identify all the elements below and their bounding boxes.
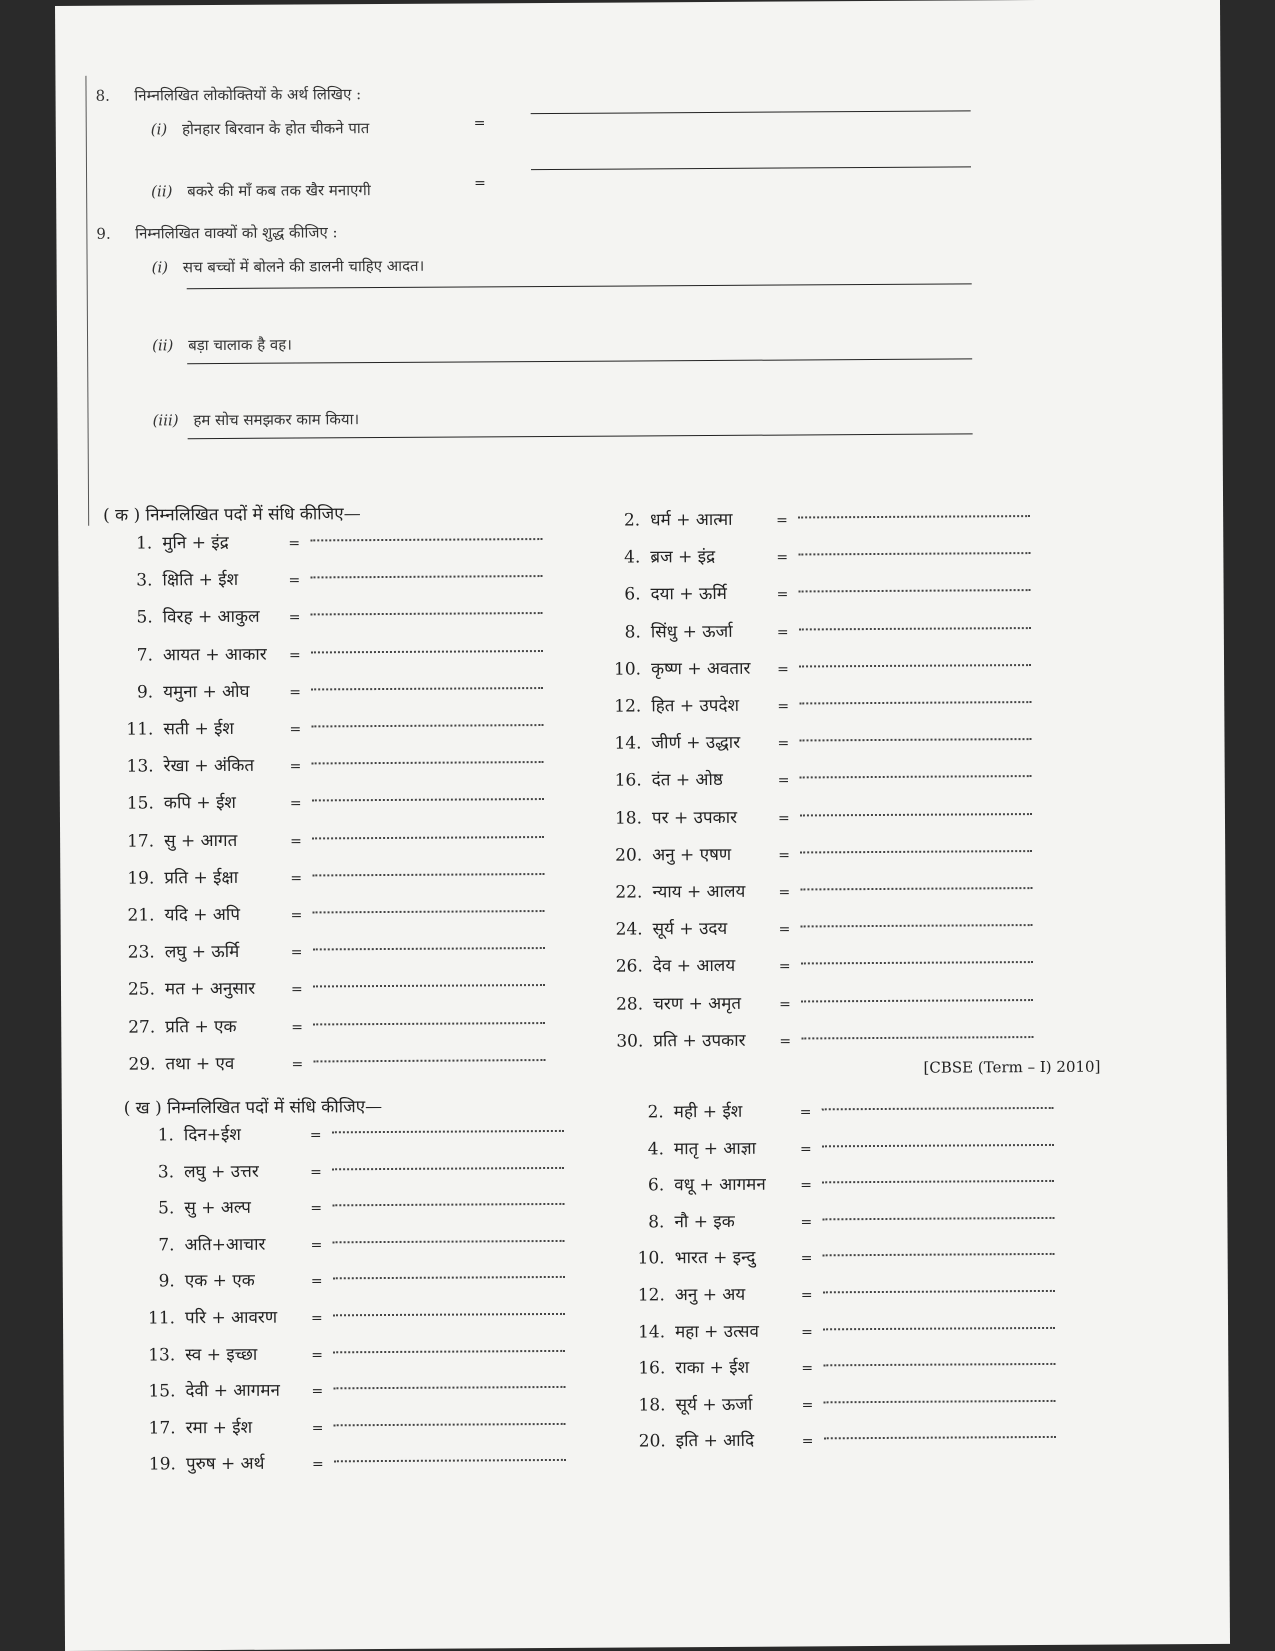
answer-dotted-line[interactable] (312, 797, 544, 801)
answer-dotted-line[interactable] (313, 909, 545, 913)
item-number: 17. (126, 831, 155, 852)
sandhi-terms: लघु + ऊर्मि (164, 942, 240, 963)
equals-sign: = (777, 772, 790, 789)
answer-dotted-line[interactable] (313, 983, 545, 987)
sandhi-terms: स्व + इच्छा (185, 1344, 258, 1365)
answer-dotted-line[interactable] (801, 998, 1033, 1002)
equals-sign: = (778, 958, 791, 975)
equals-sign: = (777, 810, 790, 827)
equals-sign: = (776, 624, 789, 641)
equals-sign: = (288, 609, 301, 626)
section-ka-heading: ( क ) निम्नलिखित पदों में संधि कीजिए— (103, 504, 361, 526)
sandhi-row (607, 654, 1031, 680)
equals-sign: = (288, 647, 301, 664)
sandhi-terms: क्षिति + ईश (162, 570, 239, 591)
equals-sign: = (311, 1346, 324, 1364)
equals-sign: = (778, 847, 790, 864)
equals-sign: = (776, 512, 788, 529)
answer-dotted-line[interactable] (311, 611, 543, 615)
sandhi-row (630, 1207, 1054, 1233)
sandhi-terms: धर्म + आत्मा (650, 509, 733, 531)
equals-sign: = (290, 981, 303, 998)
sandhi-row (140, 1193, 564, 1219)
item-number: 4. (647, 1138, 665, 1159)
item-number: 16. (614, 770, 642, 791)
sandhi-terms: प्रति + ईक्षा (164, 867, 239, 889)
sandhi-terms: सती + ईश (163, 718, 235, 740)
equals-sign: = (311, 1456, 324, 1473)
sandhi-terms: ब्रज + इंद्र (650, 547, 716, 568)
equals-sign: = (309, 1127, 322, 1144)
section-kha-heading: ( ख ) निम्नलिखित पदों में संधि कीजिए— (123, 1097, 383, 1119)
item-number: 19. (127, 868, 155, 889)
equals-sign: = (310, 1273, 323, 1290)
sandhi-terms: भारत + इन्दु (674, 1248, 756, 1269)
sandhi-terms: अति+आचार (184, 1234, 266, 1256)
sandhi-terms: देव + आलय (652, 956, 736, 977)
answer-dotted-line[interactable] (824, 1435, 1056, 1439)
answer-dotted-line[interactable] (801, 923, 1033, 927)
answer-dotted-line[interactable] (333, 1385, 565, 1389)
sandhi-row (119, 677, 543, 703)
sandhi-row (609, 1026, 1033, 1052)
sandhi-row (121, 1012, 545, 1038)
item-number: 3. (136, 570, 153, 591)
item-number: 28. (616, 994, 644, 1015)
sandhi-terms: आयत + आकार (162, 644, 267, 665)
sandhi-terms: रेखा + अंकित (163, 755, 255, 777)
item-number: 8. (648, 1212, 665, 1233)
q9-item-3 (152, 409, 359, 430)
equals-sign: = (776, 586, 789, 603)
sandhi-row (119, 640, 543, 666)
equals-sign: = (310, 1237, 323, 1254)
sandhi-terms: सूर्य + उदय (652, 919, 728, 940)
sandhi-terms: देवी + आगमन (185, 1380, 281, 1402)
sandhi-row (609, 951, 1033, 977)
source-citation: [CBSE (Term – I) 2010] (923, 1057, 1101, 1077)
answer-dotted-line[interactable] (822, 1106, 1054, 1110)
item-number: 6. (624, 584, 641, 605)
equals-sign: = (778, 884, 791, 901)
equals-sign: = (474, 175, 486, 192)
sandhi-terms: रमा + ईश (185, 1417, 253, 1439)
equals-sign: = (777, 661, 789, 678)
question-number: 9. (96, 224, 111, 243)
sandhi-terms: मुनि + इंद्र (162, 532, 229, 554)
sentence-text: हम सोच समझकर काम किया। (193, 410, 360, 430)
equals-sign: = (310, 1310, 323, 1327)
sandhi-row (142, 1413, 566, 1439)
answer-line[interactable] (188, 433, 973, 439)
equals-sign: = (800, 1250, 813, 1267)
item-number: 11. (147, 1308, 176, 1329)
equals-sign: = (801, 1397, 814, 1414)
sandhi-row (141, 1266, 565, 1292)
item-number: 12. (637, 1285, 665, 1306)
sandhi-row (140, 1230, 564, 1256)
equals-sign: = (799, 1140, 812, 1158)
sandhi-terms: न्याय + आलय (652, 881, 746, 903)
equals-sign: = (310, 1163, 322, 1181)
item-number: 15. (126, 793, 154, 814)
equals-sign: = (310, 1200, 323, 1217)
sandhi-terms: लघु + उत्तर (184, 1161, 259, 1182)
equals-sign: = (800, 1177, 813, 1194)
equals-sign: = (290, 870, 303, 887)
sentence-text: सच बच्चों में बोलने की डालनी चाहिए आदत। (182, 256, 425, 277)
sandhi-row (609, 914, 1033, 940)
answer-dotted-line[interactable] (799, 700, 1031, 704)
sandhi-row (119, 602, 543, 628)
sandhi-terms: मातृ + आज्ञा (673, 1138, 757, 1159)
item-number: 14. (638, 1321, 666, 1343)
answer-dotted-line[interactable] (822, 1143, 1054, 1147)
sandhi-terms: सु + आगत (164, 830, 238, 851)
sandhi-terms: जीर्ण + उद्धार (651, 733, 741, 754)
item-number: 18. (614, 808, 643, 829)
sandhi-terms: विरह + आकुल (162, 607, 260, 628)
sentence-text: बड़ा चालाक है वह। (188, 335, 292, 355)
item-number: 17. (148, 1418, 176, 1439)
answer-dotted-line[interactable] (313, 1021, 545, 1025)
answer-dotted-line[interactable] (801, 960, 1033, 964)
answer-dotted-line[interactable] (311, 686, 543, 690)
sandhi-row (609, 989, 1033, 1015)
sandhi-row (606, 505, 1030, 531)
equals-sign: = (288, 572, 301, 589)
answer-line[interactable] (531, 110, 971, 114)
item-number: 10. (613, 659, 642, 680)
equals-sign: = (289, 721, 302, 738)
answer-dotted-line[interactable] (822, 1179, 1054, 1183)
sandhi-terms: दया + ऊर्मि (650, 584, 727, 605)
answer-dotted-line[interactable] (800, 849, 1032, 853)
sandhi-terms: परि + आवरण (184, 1307, 278, 1329)
sandhi-row (608, 803, 1032, 829)
answer-dotted-line[interactable] (823, 1362, 1055, 1366)
sandhi-terms: मत + अनुसार (164, 979, 256, 1000)
sandhi-row (121, 937, 545, 963)
sandhi-terms: हित + उपदेश (651, 695, 740, 717)
sandhi-row (118, 565, 542, 591)
item-number: 25. (127, 979, 156, 1000)
answer-dotted-line[interactable] (798, 551, 1030, 555)
sandhi-row (121, 974, 545, 1000)
answer-dotted-line[interactable] (332, 1166, 564, 1170)
answer-dotted-line[interactable] (312, 835, 544, 839)
item-number: 13. (126, 756, 154, 777)
answer-dotted-line[interactable] (823, 1289, 1055, 1293)
q8-item-1 (151, 118, 370, 139)
answer-dotted-line[interactable] (310, 537, 542, 541)
margin-rule (85, 76, 89, 526)
item-number: 6. (647, 1175, 665, 1196)
sandhi-row (120, 900, 544, 926)
equals-sign: = (801, 1323, 813, 1341)
question-text: निम्नलिखित वाक्यों को शुद्ध कीजिए : (135, 223, 338, 243)
sandhi-row (141, 1376, 565, 1402)
item-number: 5. (158, 1198, 175, 1219)
answer-dotted-line[interactable] (799, 663, 1031, 667)
equals-sign: = (290, 907, 303, 924)
answer-line[interactable] (531, 166, 971, 170)
sandhi-row (608, 840, 1032, 866)
sandhi-terms: यदि + अपि (164, 904, 241, 926)
item-number: 1. (135, 533, 153, 554)
item-number: 21. (127, 905, 155, 926)
sandhi-row (632, 1426, 1056, 1452)
item-number: 23. (127, 942, 155, 963)
sandhi-row (630, 1170, 1054, 1196)
sandhi-row (607, 728, 1031, 754)
sandhi-row (119, 714, 543, 740)
item-number: 15. (148, 1381, 176, 1402)
answer-dotted-line[interactable] (333, 1312, 565, 1316)
item-number: 27. (128, 1017, 156, 1038)
sandhi-row (607, 617, 1031, 643)
sandhi-row (607, 691, 1031, 717)
sandhi-terms: मही + ईश (673, 1101, 743, 1123)
item-number: 20. (638, 1431, 666, 1452)
item-number: 30. (616, 1031, 644, 1052)
sandhi-row (607, 579, 1031, 605)
sandhi-row (141, 1303, 565, 1329)
item-number: 9. (158, 1271, 175, 1292)
sandhi-terms: प्रति + एक (165, 1016, 237, 1037)
sandhi-terms: राका + ईश (675, 1357, 750, 1379)
sandhi-terms: यमुना + ओघ (163, 681, 250, 703)
proverb-text: होनहार बिरवान के होत चीकने पात (181, 119, 370, 139)
q9-item-2 (152, 335, 292, 356)
answer-dotted-line[interactable] (311, 649, 543, 653)
proverb-text: बकरे की माँ कब तक खैर मनाएगी (187, 181, 371, 201)
answer-dotted-line[interactable] (822, 1216, 1054, 1220)
sandhi-terms: अनु + एषण (652, 844, 732, 866)
answer-dotted-line[interactable] (333, 1239, 565, 1243)
equals-sign: = (291, 1056, 304, 1073)
sandhi-terms: इति + आदि (675, 1431, 755, 1452)
sandhi-row (120, 751, 544, 777)
answer-dotted-line[interactable] (801, 1035, 1033, 1039)
answer-dotted-line[interactable] (333, 1275, 565, 1279)
sandhi-row (631, 1390, 1055, 1416)
equals-sign: = (801, 1433, 814, 1450)
answer-dotted-line[interactable] (334, 1458, 566, 1462)
item-number: 1. (157, 1125, 174, 1146)
sandhi-row (631, 1317, 1055, 1343)
sandhi-terms: तथा + एव (165, 1053, 235, 1075)
sandhi-terms: वधू + आगमन (674, 1174, 766, 1196)
sandhi-row (630, 1134, 1054, 1160)
equals-sign: = (801, 1360, 814, 1377)
q9-item-1 (152, 256, 425, 278)
sandhi-row (142, 1449, 566, 1475)
sandhi-row (630, 1097, 1054, 1123)
equals-sign: = (799, 1104, 812, 1121)
sandhi-terms: पर + उपकार (651, 807, 738, 828)
item-label: (i) (150, 120, 168, 139)
answer-dotted-line[interactable] (798, 514, 1030, 518)
answer-dotted-line[interactable] (800, 886, 1032, 890)
answer-dotted-line[interactable] (799, 588, 1031, 592)
item-number: 4. (624, 547, 641, 568)
item-number: 13. (148, 1344, 176, 1366)
item-number: 8. (624, 622, 641, 643)
answer-dotted-line[interactable] (823, 1326, 1055, 1330)
answer-dotted-line[interactable] (312, 760, 544, 764)
sandhi-terms: कपि + ईश (163, 793, 237, 814)
item-label: (iii) (152, 411, 179, 430)
sandhi-terms: प्रति + उपकार (653, 1030, 746, 1052)
answer-dotted-line[interactable] (824, 1399, 1056, 1403)
equals-sign: = (289, 795, 302, 812)
answer-dotted-line[interactable] (823, 1252, 1055, 1256)
item-number: 26. (615, 956, 643, 977)
item-number: 7. (136, 645, 154, 666)
answer-dotted-line[interactable] (332, 1202, 564, 1206)
equals-sign: = (311, 1420, 324, 1437)
item-number: 14. (614, 733, 642, 754)
sandhi-row (120, 863, 544, 889)
sandhi-row (140, 1120, 564, 1146)
equals-sign: = (290, 833, 302, 850)
sandhi-terms: अनु + अय (674, 1284, 746, 1306)
equals-sign: = (800, 1214, 813, 1231)
sandhi-row (140, 1157, 564, 1183)
sandhi-row (631, 1243, 1055, 1269)
sandhi-row (121, 1049, 545, 1075)
q8-item-2 (151, 180, 371, 201)
sandhi-row (631, 1353, 1055, 1379)
equals-sign: = (290, 944, 303, 961)
worksheet-page (55, 0, 1230, 1651)
sandhi-terms: दंत + ओष्ठ (651, 770, 723, 791)
answer-dotted-line[interactable] (313, 946, 545, 950)
answer-dotted-line[interactable] (313, 1058, 545, 1062)
sandhi-terms: दिन+ईश (183, 1124, 241, 1146)
equals-sign: = (777, 735, 790, 752)
item-number: 10. (637, 1248, 665, 1269)
item-number: 2. (647, 1102, 664, 1123)
equals-sign: = (777, 698, 790, 715)
item-number: 9. (136, 682, 154, 703)
item-number: 7. (158, 1235, 175, 1256)
question-text: निम्नलिखित लोकोक्तियों के अर्थ लिखिए : (134, 85, 362, 105)
answer-line[interactable] (187, 358, 972, 364)
item-label: (ii) (151, 182, 173, 201)
item-number: 18. (638, 1395, 666, 1416)
equals-sign: = (800, 1287, 813, 1304)
sandhi-terms: महा + उत्सव (675, 1321, 759, 1342)
sandhi-terms: कृष्ण + अवतार (651, 658, 751, 680)
sandhi-terms: नौ + इक (674, 1211, 735, 1233)
answer-dotted-line[interactable] (333, 1349, 565, 1353)
question-8-heading (95, 84, 361, 106)
item-number: 11. (126, 719, 154, 740)
equals-sign: = (291, 1019, 304, 1036)
question-9-heading (96, 222, 337, 243)
item-number: 19. (148, 1454, 176, 1475)
sandhi-terms: एक + एक (184, 1271, 255, 1292)
answer-dotted-line[interactable] (311, 723, 543, 727)
equals-sign: = (288, 535, 301, 552)
equals-sign: = (779, 1033, 792, 1050)
answer-dotted-line[interactable] (799, 626, 1031, 630)
item-number: 16. (638, 1358, 666, 1379)
equals-sign: = (779, 996, 791, 1013)
item-number: 20. (615, 845, 643, 866)
item-number: 5. (136, 607, 153, 628)
sandhi-row (631, 1280, 1055, 1306)
answer-dotted-line[interactable] (310, 574, 542, 578)
item-label: (ii) (152, 336, 174, 355)
answer-dotted-line[interactable] (800, 774, 1032, 778)
answer-dotted-line[interactable] (334, 1422, 566, 1426)
sandhi-row (141, 1340, 565, 1366)
sandhi-row (606, 542, 1030, 568)
equals-sign: = (473, 115, 486, 132)
sandhi-terms: चरण + अमृत (653, 993, 742, 1014)
item-label: (i) (151, 258, 169, 277)
sandhi-terms: पुरुष + अर्थ (185, 1454, 265, 1475)
sandhi-row (120, 826, 544, 852)
equals-sign: = (776, 549, 789, 566)
item-number: 12. (614, 696, 642, 717)
answer-dotted-line[interactable] (799, 737, 1031, 741)
sandhi-row (118, 528, 542, 554)
question-number: 8. (95, 86, 110, 105)
equals-sign: = (289, 684, 301, 701)
item-number: 24. (615, 919, 643, 940)
item-number: 22. (615, 882, 643, 903)
equals-sign: = (311, 1383, 324, 1400)
item-number: 2. (623, 510, 641, 531)
sandhi-terms: सु + अल्प (184, 1198, 251, 1219)
item-number: 29. (128, 1054, 156, 1075)
answer-dotted-line[interactable] (312, 872, 544, 876)
sandhi-row (120, 788, 544, 814)
equals-sign: = (778, 921, 791, 938)
answer-dotted-line[interactable] (332, 1129, 564, 1133)
item-number: 3. (157, 1161, 175, 1182)
sandhi-terms: सूर्य + ऊर्जा (675, 1394, 753, 1416)
answer-line[interactable] (187, 283, 972, 289)
answer-dotted-line[interactable] (800, 812, 1032, 816)
sandhi-terms: सिंधु + ऊर्जा (650, 621, 733, 642)
equals-sign: = (289, 758, 302, 775)
sandhi-row (608, 877, 1032, 903)
sandhi-row (608, 765, 1032, 791)
